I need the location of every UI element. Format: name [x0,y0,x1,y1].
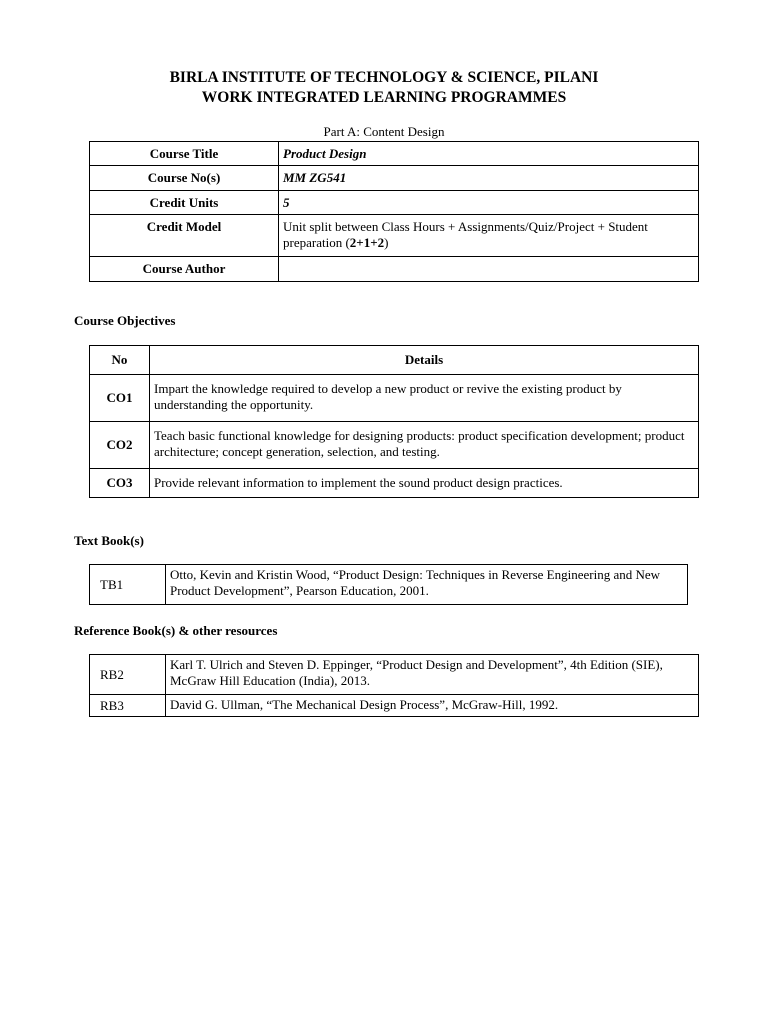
objectives-table [89,345,699,498]
table-row [90,695,699,717]
textbook-citation: Otto, Kevin and Kristin Wood, “Product Design: Techniques in Reverse Engineering and New Product Development”, Pearson Education, 2001. [166,565,688,605]
table-row [90,142,699,166]
objective-details: Impart the knowledge required to develop a new product or revive the existing product by understanding the opportunity. [150,375,699,422]
credit-model-label: Credit Model [90,215,279,257]
table-row [90,469,699,498]
objective-code: CO3 [90,469,150,498]
credit-units-label: Credit Units [90,191,279,215]
table-row [90,215,699,257]
textbooks-heading: Text Book(s) [74,533,144,548]
institute-name: BIRLA INSTITUTE OF TECHNOLOGY & SCIENCE, PILANI [169,69,599,86]
references-heading: Reference Book(s) & other resources [74,623,278,638]
reference-code: RB2 [90,655,166,695]
part-a-heading: Part A: Content Design [323,124,445,139]
references-table [89,654,699,717]
document-title [0,68,768,108]
objective-code: CO1 [90,375,150,422]
course-author-value [279,257,699,282]
objective-code: CO2 [90,422,150,469]
credit-units-value: 5 [279,191,699,215]
credit-model-text: Unit split between Class Hours + Assignments/Quiz/Project + Student preparation ( [283,219,648,250]
credit-model-suffix: ) [384,235,389,250]
course-title-label: Course Title [90,142,279,166]
reference-citation: Karl T. Ulrich and Steven D. Eppinger, “Product Design and Development”, 4th Edition (SIE), McGraw Hill Education (India), 2013. [166,655,699,695]
course-no-value: MM ZG541 [279,166,699,191]
table-row [90,422,699,469]
col-no-header: No [90,346,150,375]
reference-code: RB3 [90,695,166,717]
table-row [90,565,688,605]
textbooks-table [89,564,688,605]
table-row [90,655,699,695]
table-row [90,257,699,282]
objective-details: Teach basic functional knowledge for designing products: product specification development; product architecture; concept generation, selection, and testing. [150,422,699,469]
objective-details: Provide relevant information to implement the sound product design practices. [150,469,699,498]
course-info-table [89,141,699,282]
table-header-row [90,346,699,375]
course-title-value: Product Design [279,142,699,166]
col-details-header: Details [150,346,699,375]
table-row [90,166,699,191]
course-author-label: Course Author [90,257,279,282]
table-row [90,375,699,422]
objectives-heading: Course Objectives [74,313,176,328]
textbook-code: TB1 [90,565,166,605]
programme-name: WORK INTEGRATED LEARNING PROGRAMMES [201,89,567,106]
credit-split: 2+1+2 [349,235,385,250]
course-no-label: Course No(s) [90,166,279,191]
reference-citation: David G. Ullman, “The Mechanical Design Process”, McGraw-Hill, 1992. [166,695,699,717]
table-row [90,191,699,215]
credit-model-value [279,215,699,257]
